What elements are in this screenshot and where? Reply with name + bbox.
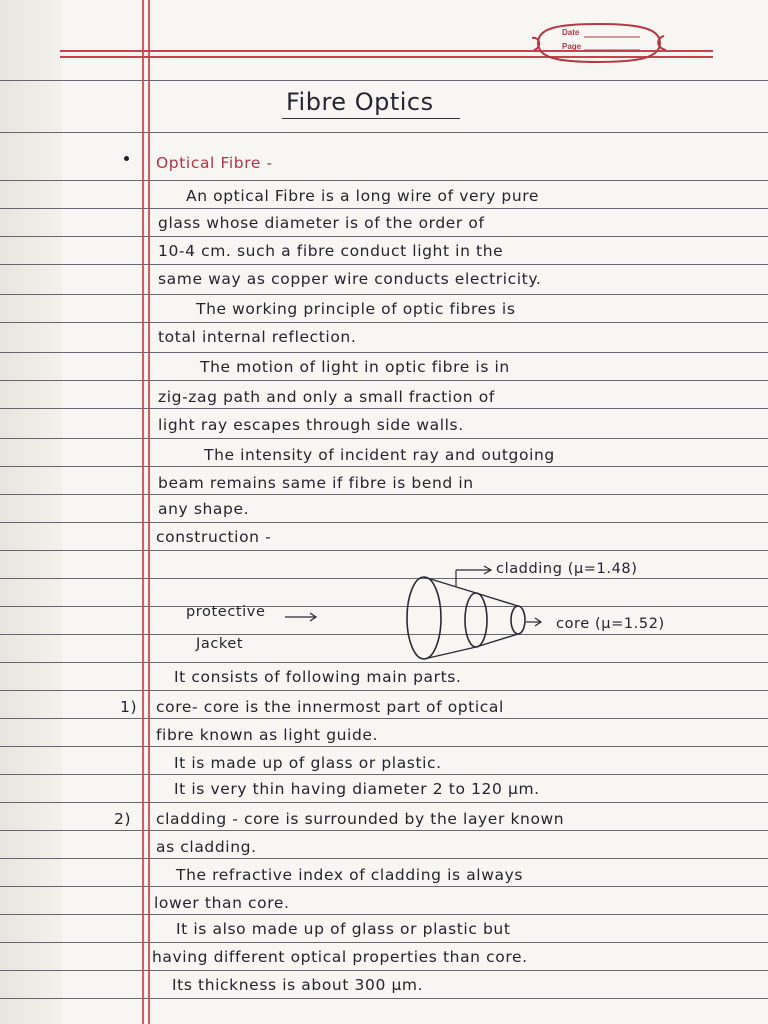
body-line: The motion of light in optic fibre is in bbox=[200, 358, 510, 376]
cladding-label: cladding (μ=1.48) bbox=[496, 561, 638, 577]
body-line: glass whose diameter is of the order of bbox=[158, 214, 485, 232]
ruled-line bbox=[0, 690, 768, 691]
ruled-line bbox=[0, 802, 768, 803]
part-line: It is also made up of glass or plastic but bbox=[176, 920, 511, 938]
ruled-line bbox=[0, 408, 768, 409]
part-line: cladding - core is surrounded by the layer known bbox=[156, 810, 565, 828]
part-line: The refractive index of cladding is always bbox=[176, 866, 524, 884]
ruled-line bbox=[0, 380, 768, 381]
ruled-line bbox=[0, 352, 768, 353]
part-line: core- core is the innermost part of optical bbox=[156, 698, 504, 716]
jacket-label-line2: Jacket bbox=[196, 636, 244, 652]
part-line: lower than core. bbox=[154, 894, 290, 912]
core-ellipse bbox=[511, 606, 525, 634]
badge-frame-icon bbox=[528, 20, 668, 66]
page-label: Page bbox=[562, 42, 582, 51]
date-label: Date bbox=[562, 28, 580, 37]
ruled-line bbox=[0, 294, 768, 295]
ruled-line bbox=[0, 942, 768, 943]
ruled-line bbox=[0, 322, 768, 323]
part-line: having different optical properties than core. bbox=[152, 948, 528, 966]
margin-line-left bbox=[142, 0, 144, 1024]
page-title: Fibre Optics bbox=[286, 88, 434, 116]
jacket-ellipse bbox=[407, 577, 441, 659]
ruled-line bbox=[0, 236, 768, 237]
ruled-line bbox=[0, 264, 768, 265]
ruled-line bbox=[0, 180, 768, 181]
core-label: core (μ=1.52) bbox=[556, 616, 665, 632]
ruled-line bbox=[0, 494, 768, 495]
ruled-line bbox=[0, 998, 768, 999]
ruled-line bbox=[0, 132, 768, 133]
body-line: An optical Fibre is a long wire of very pure bbox=[186, 187, 540, 205]
ruled-line bbox=[0, 80, 768, 81]
ruled-line bbox=[0, 466, 768, 467]
parts-intro: It consists of following main parts. bbox=[174, 668, 462, 686]
page-binding-edge bbox=[0, 0, 62, 1024]
ruled-line bbox=[0, 830, 768, 831]
section-heading: Optical Fibre - bbox=[156, 154, 273, 172]
ruled-line bbox=[0, 970, 768, 971]
part-line: as cladding. bbox=[156, 838, 257, 856]
arrow-right-icon bbox=[285, 610, 321, 624]
body-line: 10-4 cm. such a fibre conduct light in the bbox=[158, 242, 504, 260]
bullet-dot bbox=[124, 156, 129, 161]
date-page-badge bbox=[528, 20, 668, 66]
part-line: Its thickness is about 300 μm. bbox=[172, 976, 424, 994]
title-underline bbox=[282, 118, 460, 119]
ruled-line bbox=[0, 208, 768, 209]
ruled-line bbox=[0, 858, 768, 859]
ruled-line bbox=[0, 774, 768, 775]
part-line: It is very thin having diameter 2 to 120 μm. bbox=[174, 780, 540, 798]
ruled-line bbox=[0, 746, 768, 747]
margin-line-right bbox=[148, 0, 150, 1024]
body-line: The working principle of optic fibres is bbox=[196, 300, 516, 318]
part-line: It is made up of glass or plastic. bbox=[174, 754, 442, 772]
part-line: fibre known as light guide. bbox=[156, 726, 379, 744]
body-line: same way as copper wire conducts electricity. bbox=[158, 270, 542, 288]
jacket-label-line1: protective bbox=[186, 604, 266, 620]
ruled-line bbox=[0, 914, 768, 915]
body-line: light ray escapes through side walls. bbox=[158, 416, 464, 434]
ruled-line bbox=[0, 550, 768, 551]
construction-heading: construction - bbox=[156, 528, 272, 546]
body-line: beam remains same if fibre is bend in bbox=[158, 474, 474, 492]
ruled-line bbox=[0, 438, 768, 439]
cladding-ellipse bbox=[465, 593, 487, 647]
ruled-line bbox=[0, 522, 768, 523]
ruled-line bbox=[0, 886, 768, 887]
body-line: any shape. bbox=[158, 500, 250, 518]
ruled-line bbox=[0, 718, 768, 719]
body-line: total internal reflection. bbox=[158, 328, 357, 346]
body-line: The intensity of incident ray and outgoing bbox=[204, 446, 555, 464]
part-number: 1) bbox=[120, 698, 138, 716]
body-line: zig-zag path and only a small fraction of bbox=[158, 388, 495, 406]
part-number: 2) bbox=[114, 810, 132, 828]
